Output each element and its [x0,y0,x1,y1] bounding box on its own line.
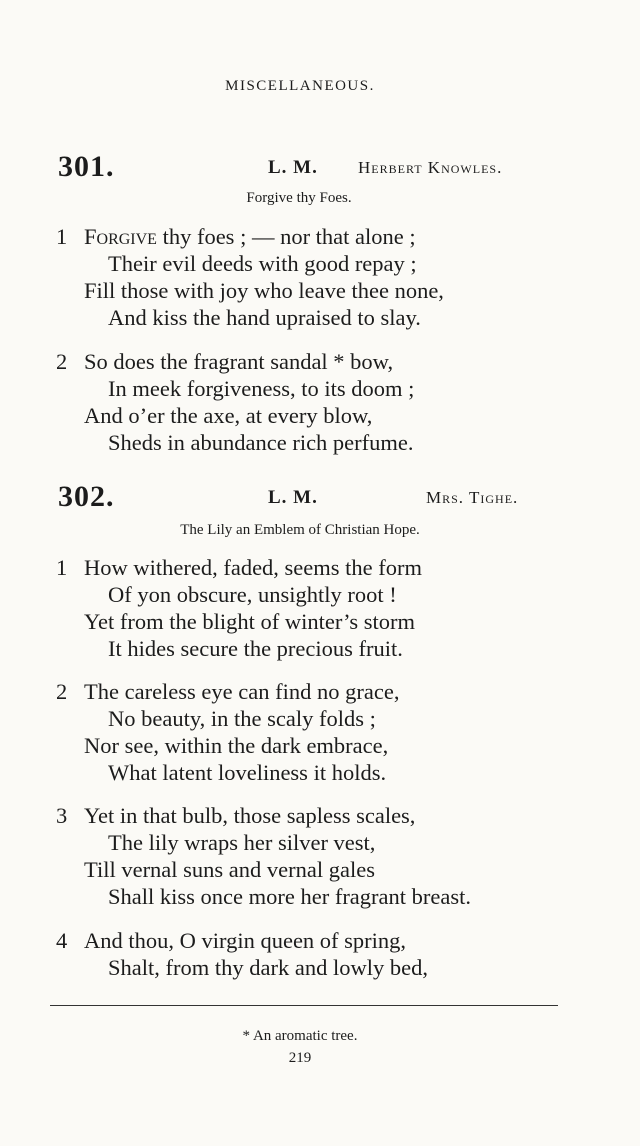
hymn-author: Herbert Knowles. [358,158,503,177]
hymn-subtitle: Forgive thy Foes. [246,190,352,206]
hymn-meter: L. M. [268,487,318,508]
verse-line: And kiss the hand upraised to slay. [108,305,421,330]
verse-lead-word: Forgive [84,224,157,249]
hymn-meter: L. M. [268,157,318,178]
verse-number: 2 [56,349,68,374]
verse-line: So does the fragrant sandal * bow, [84,349,394,374]
verse-line: No beauty, in the scaly folds ; [108,706,376,731]
verse-line: Nor see, within the dark embrace, [84,733,389,758]
verse-line: It hides secure the precious fruit. [108,636,403,661]
verse-line: Shalt, from thy dark and lowly bed, [108,955,428,980]
verse-line: Of yon obscure, unsightly root ! [108,582,397,607]
hymn-number: 301. [58,150,115,183]
verse-line: Yet in that bulb, those sapless scales, [84,803,416,828]
footnote-rule [50,1005,558,1006]
verse-line: Their evil deeds with good repay ; [108,251,417,276]
verse-number: 2 [56,679,68,704]
verse-number: 4 [56,928,68,953]
footnote: * An aromatic tree. [242,1028,358,1044]
page-number: 219 [288,1050,312,1066]
hymn-subtitle: The Lily an Emblem of Christian Hope. [180,522,420,538]
verse-number: 3 [56,803,68,828]
verse-line: And o’er the axe, at every blow, [84,403,373,428]
verse-number: 1 [56,224,68,249]
verse-line: How withered, faded, seems the form [84,555,423,580]
verse-line: Yet from the blight of winter’s storm [84,609,416,634]
verse-line: The careless eye can find no grace, [84,679,400,704]
verse-line-rest: thy foes ; — nor that alone ; [156,224,416,249]
running-head: MISCELLANEOUS. [225,78,375,94]
verse-line: The lily wraps her silver vest, [108,830,376,855]
verse-line: In meek forgiveness, to its doom ; [108,376,415,401]
verse-line [84,224,416,250]
hymn-author: Mrs. Tighe. [426,488,519,507]
verse-line: What latent loveliness it holds. [108,760,387,785]
verse-line: Fill those with joy who leave thee none, [84,278,444,303]
verse-line: Till vernal suns and vernal gales [84,857,375,882]
verse-line: And thou, O virgin queen of spring, [84,928,407,953]
verse-number: 1 [56,555,68,580]
verse-line: Shall kiss once more her fragrant breast. [108,884,471,909]
hymn-number: 302. [58,480,115,513]
verse-line: Sheds in abundance rich perfume. [108,430,414,455]
